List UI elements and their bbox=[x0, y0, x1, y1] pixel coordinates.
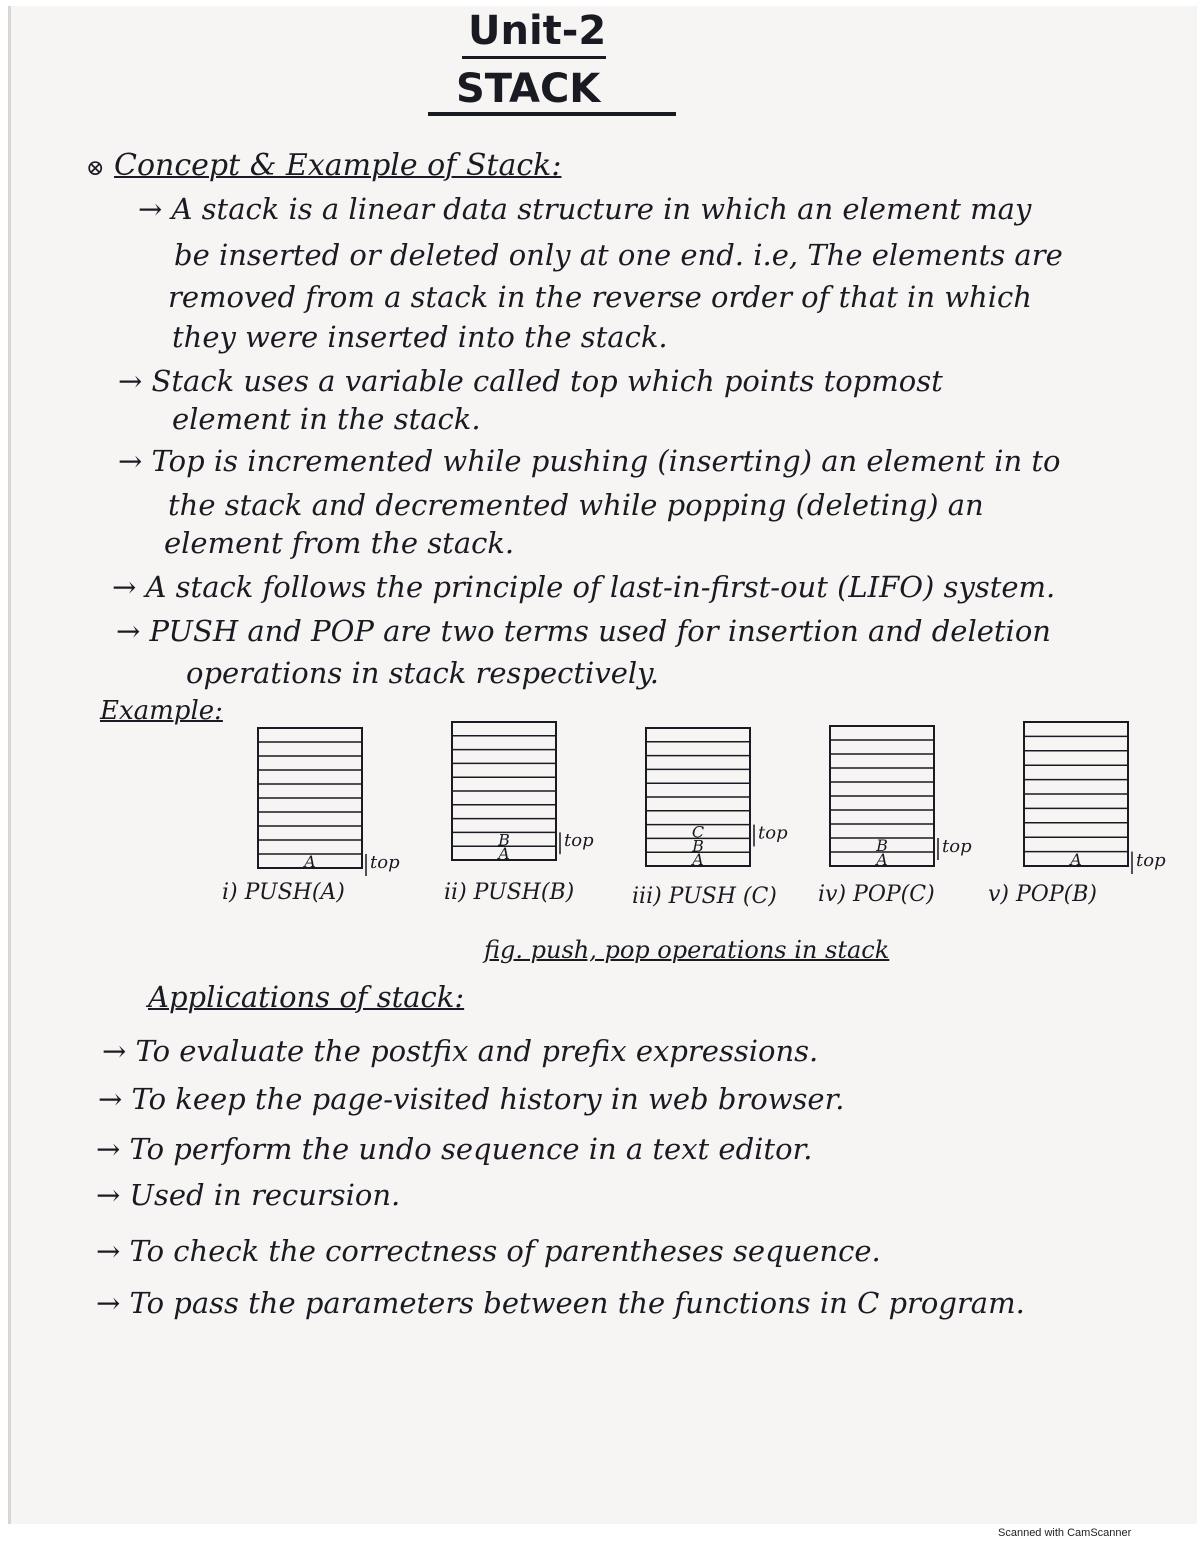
application-item-3: → To perform the undo sequence in a text editor. bbox=[96, 1132, 813, 1166]
stack-item: A bbox=[304, 852, 316, 871]
stack-caption-1: i) PUSH(A) bbox=[222, 880, 345, 905]
application-item-1: → To evaluate the postfix and prefix expressions. bbox=[102, 1034, 819, 1068]
stack-item: A bbox=[876, 850, 888, 869]
application-item-5: → To check the correctness of parentheses sequence. bbox=[96, 1234, 881, 1268]
stack-item: B bbox=[692, 836, 704, 856]
topic-title: STACK bbox=[456, 66, 601, 112]
stack-caption-3: iii) PUSH (C) bbox=[632, 884, 777, 909]
top-pointer-label: top bbox=[370, 852, 400, 873]
bullet-circled-cross-icon: ⊗ bbox=[86, 156, 105, 181]
example-heading: Example: bbox=[100, 696, 223, 726]
stack-item: A bbox=[692, 850, 704, 870]
stack-item: B bbox=[498, 830, 510, 850]
stack-4 bbox=[830, 726, 972, 869]
stack-2 bbox=[452, 722, 594, 863]
stack-caption-4: iv) POP(C) bbox=[818, 882, 935, 907]
unit-title: Unit-2 bbox=[468, 8, 607, 54]
stack-item: A bbox=[1070, 849, 1082, 869]
application-item-2: → To keep the page-visited history in web browser. bbox=[98, 1082, 845, 1116]
top-pointer-label: top bbox=[758, 822, 788, 844]
concept-line-3: removed from a stack in the reverse order of that in which bbox=[168, 280, 1032, 314]
figure-caption: fig. push, pop operations in stack bbox=[484, 936, 890, 964]
top-pointer-label: top bbox=[564, 830, 594, 852]
stack-3 bbox=[646, 728, 788, 869]
stack-item: B bbox=[876, 836, 888, 855]
concept-line-10: → A stack follows the principle of last-in-first-out (LIFO) system. bbox=[112, 570, 1056, 604]
stack-caption-2: ii) PUSH(B) bbox=[444, 880, 575, 905]
application-item-6: → To pass the parameters between the functions in C program. bbox=[96, 1286, 1025, 1320]
application-item-4: → Used in recursion. bbox=[96, 1178, 401, 1212]
concept-line-11: → PUSH and POP are two terms used for insertion and deletion bbox=[116, 614, 1051, 648]
concept-line-9: element from the stack. bbox=[164, 526, 515, 560]
stack-caption-5: v) POP(B) bbox=[988, 882, 1097, 907]
stack-1 bbox=[258, 728, 400, 876]
concept-line-8: the stack and decremented while popping (deleting) an bbox=[168, 488, 984, 522]
concept-line-1: → A stack is a linear data structure in which an element may bbox=[138, 192, 1032, 226]
scanner-watermark: Scanned with CamScanner bbox=[998, 1527, 1132, 1539]
concept-line-7: → Top is incremented while pushing (inserting) an element in to bbox=[118, 444, 1061, 478]
concept-line-12: operations in stack respectively. bbox=[186, 656, 659, 690]
concept-line-2: be inserted or deleted only at one end. i.e, The elements are bbox=[174, 238, 1063, 272]
top-pointer-label: top bbox=[942, 836, 972, 857]
concept-heading: Concept & Example of Stack: bbox=[114, 148, 562, 183]
stack-5 bbox=[1024, 722, 1166, 874]
concept-line-6: element in the stack. bbox=[172, 402, 481, 436]
concept-line-5: → Stack uses a variable called top which points topmost bbox=[118, 364, 943, 398]
stack-item: A bbox=[498, 844, 510, 864]
stack-item: C bbox=[691, 822, 705, 842]
concept-line-4: they were inserted into the stack. bbox=[172, 320, 668, 354]
applications-heading: Applications of stack: bbox=[148, 980, 465, 1014]
top-pointer-label: top bbox=[1136, 850, 1166, 871]
